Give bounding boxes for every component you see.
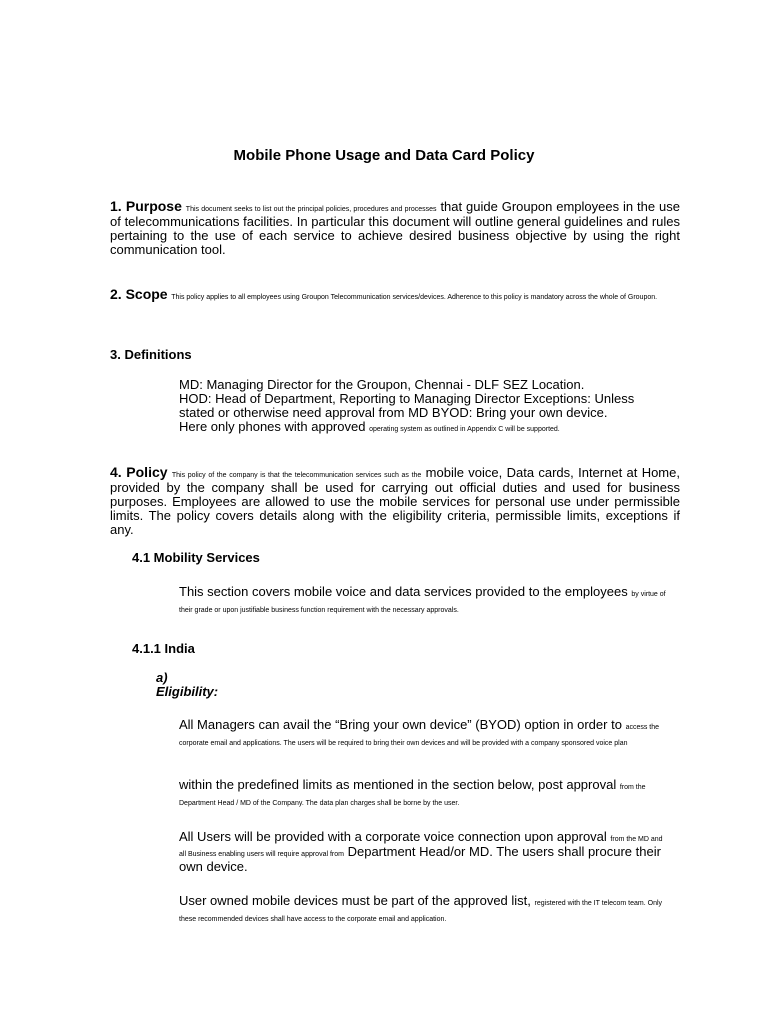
scope-small-text: This policy applies to all employees using Groupon Telecommunication services/devices. Adherence to this policy is mandatory across the whole of Groupon. — [171, 294, 658, 301]
eligibility-p3-rest: Department Head/or MD. The users shall procure their own device. — [179, 844, 661, 874]
mobility-heading: 4.1 Mobility Services — [132, 550, 260, 565]
eligibility-p3-text: All Users will be provided with a corporate voice connection upon approval — [179, 829, 607, 844]
definition-hod: HOD: Head of Department, Reporting to Managing Director Exceptions: Unless — [179, 391, 635, 406]
definitions-body — [179, 378, 669, 435]
policy-text: mobile voice, Data cards, Internet at Home, provided by the company shall be used for carrying out official duties and used for business purposes. Employees are allowed to use the mobile services for personal use under permissible limits. The policy covers details along with the eligibility criteria, permissible limits, exceptions if any. — [110, 465, 680, 537]
eligibility-label: Eligibility: — [156, 684, 219, 699]
purpose-section — [110, 199, 680, 257]
eligibility-p2-text: within the predefined limits as mentioned in the section below, post approval — [179, 777, 617, 792]
purpose-heading: 1. Purpose — [110, 198, 182, 214]
scope-section — [110, 287, 680, 303]
policy-small-text: This policy of the company is that the telecommunication services such as the — [171, 472, 422, 479]
eligibility-p1-text: All Managers can avail the “Bring your own device” (BYOD) option in order to — [179, 717, 622, 732]
scope-heading: 2. Scope — [110, 286, 168, 302]
india-heading: 4.1.1 India — [132, 641, 195, 656]
mobility-body — [179, 584, 669, 616]
item-label-a: a) — [156, 670, 168, 685]
definition-byod: stated or otherwise need approval from MD BYOD: Bring your own device. — [179, 405, 608, 420]
definition-phones-text: Here only phones with approved — [179, 419, 366, 434]
eligibility-p3-small: from the MD and all Business enabling users will require approval from — [179, 836, 663, 858]
eligibility-p1 — [179, 717, 669, 749]
purpose-small-text: This document seeks to list out the principal policies, procedures and processes — [185, 206, 437, 213]
policy-section — [110, 465, 680, 537]
policy-heading: 4. Policy — [110, 464, 168, 480]
eligibility-p1-small: access the corporate email and applications. The users will be required to bring their own devices and will be provided with a company sponsored voice plan — [179, 724, 660, 747]
eligibility-p3 — [179, 830, 669, 874]
eligibility-p2-small: from the Department Head / MD of the Company. The data plan charges shall be borne by the user. — [179, 784, 646, 807]
mobility-text: This section covers mobile voice and data services provided to the employees — [179, 584, 628, 599]
eligibility-p4-small: registered with the IT telecom team. Only these recommended devices shall have access to the corporate email and application. — [179, 900, 663, 923]
eligibility-p4-text: User owned mobile devices must be part of the approved list, — [179, 893, 531, 908]
definition-phones-small: operating system as outlined in Appendix C will be supported. — [369, 426, 560, 433]
eligibility-p4 — [179, 893, 669, 925]
definition-md: MD: Managing Director for the Groupon, Chennai - DLF SEZ Location. — [179, 377, 585, 392]
purpose-text: that guide Groupon employees in the use of telecommunications facilities. In particular this document will outline general guidelines and rules pertaining to the use of each service to achieve desired business objective by using the right communication tool. — [110, 199, 680, 257]
definition-phones — [179, 420, 669, 435]
document-title: Mobile Phone Usage and Data Card Policy — [233, 147, 535, 164]
mobility-small-text: by virtue of their grade or upon justifiable business function requirement with the necessary approvals. — [179, 591, 666, 614]
eligibility-p2 — [179, 777, 669, 809]
definitions-heading: 3. Definitions — [110, 347, 192, 362]
